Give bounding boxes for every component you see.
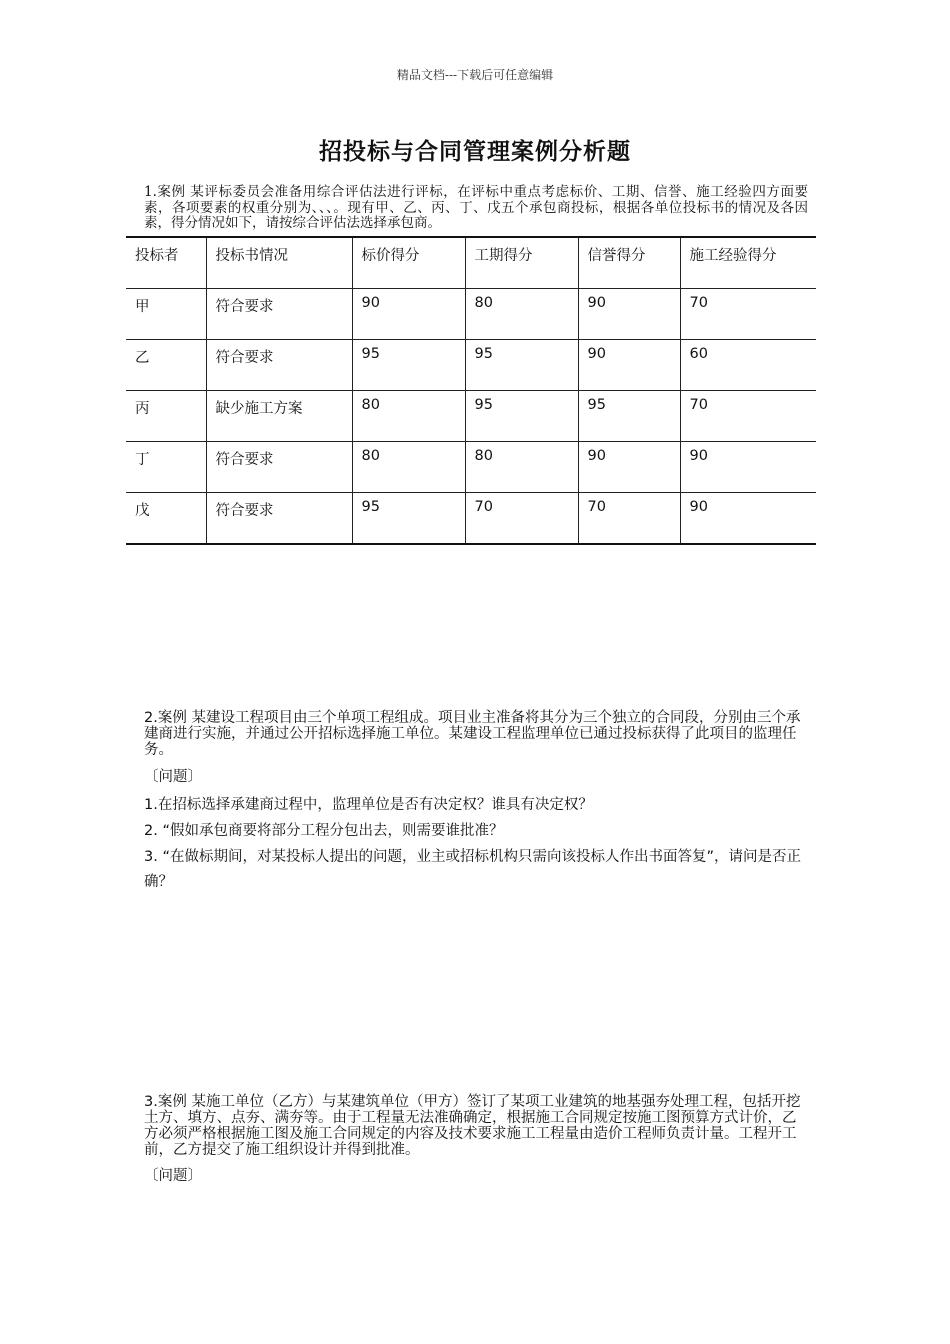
cell-bid-status: 符合要求	[206, 442, 352, 493]
cell-bid-status: 符合要求	[206, 340, 352, 391]
cell-bidder: 乙	[126, 340, 206, 391]
cell-bidder: 戊	[126, 493, 206, 545]
table-row	[126, 442, 816, 493]
cell-bid-status: 缺少施工方案	[206, 391, 352, 442]
cell-duration-score: 95	[465, 391, 578, 442]
table-row	[126, 493, 816, 545]
cell-price-score: 95	[352, 493, 465, 545]
header-price-score: 标价得分	[352, 237, 465, 289]
cell-experience-score: 90	[680, 493, 816, 545]
cell-reputation-score: 90	[578, 289, 680, 340]
page-header-note: 精品文档---下载后可任意编辑	[396, 68, 554, 82]
cell-bidder: 丙	[126, 391, 206, 442]
header-bid-status: 投标书情况	[206, 237, 352, 289]
cell-duration-score: 80	[465, 442, 578, 493]
cell-bidder: 丁	[126, 442, 206, 493]
case1-paragraph: 1.案例 某评标委员会准备用综合评估法进行评标，在评标中重点考虑标价、工期、信誉、施工经验四方面要素，各项要素的权重分别为、、、。现有甲、乙、丙、丁、戊五个承包商投标，根据各单位投标书的情况及各因素，得分情况如下，请按综合评估法选择承包商。	[144, 184, 808, 231]
cell-duration-score: 95	[465, 340, 578, 391]
cell-reputation-score: 90	[578, 442, 680, 493]
case3-questions-label: 〔问题〕	[144, 1168, 202, 1184]
cell-experience-score: 60	[680, 340, 816, 391]
header-reputation-score: 信誉得分	[578, 237, 680, 289]
cell-price-score: 95	[352, 340, 465, 391]
cell-bid-status: 符合要求	[206, 493, 352, 545]
cell-reputation-score: 95	[578, 391, 680, 442]
header-experience-score: 施工经验得分	[680, 237, 816, 289]
cell-reputation-score: 90	[578, 340, 680, 391]
case2-question-1: 1.在招标选择承建商过程中，监理单位是否有决定权？谁具有决定权？	[144, 797, 593, 813]
cell-experience-score: 70	[680, 391, 816, 442]
page-title: 招投标与合同管理案例分析题	[319, 139, 631, 165]
cell-price-score: 80	[352, 442, 465, 493]
case2-questions-label: 〔问题〕	[144, 769, 202, 785]
cell-bid-status: 符合要求	[206, 289, 352, 340]
case2-question-3: 3. “在做标期间，对某投标人提出的问题，业主或招标机构只需向该投标人作出书面答复”，请问是否正确？	[144, 849, 801, 890]
case2-paragraph: 2.案例 某建设工程项目由三个单项工程组成。项目业主准备将其分为三个独立的合同段，分别由三个承建商进行实施，并通过公开招标选择施工单位。某建设工程监理单位已通过投标获得了此项目的监理任务。	[144, 710, 801, 758]
scores-table	[126, 236, 816, 545]
table-row	[126, 391, 816, 442]
cell-price-score: 90	[352, 289, 465, 340]
cell-reputation-score: 70	[578, 493, 680, 545]
cell-bidder: 甲	[126, 289, 206, 340]
case2-question-2: 2. “假如承包商要将部分工程分包出去，则需要谁批准？	[144, 823, 504, 839]
cell-price-score: 80	[352, 391, 465, 442]
cell-experience-score: 90	[680, 442, 816, 493]
cell-duration-score: 80	[465, 289, 578, 340]
cell-experience-score: 70	[680, 289, 816, 340]
table-row	[126, 289, 816, 340]
table-row	[126, 340, 816, 391]
header-duration-score: 工期得分	[465, 237, 578, 289]
cell-duration-score: 70	[465, 493, 578, 545]
table-header-row	[126, 237, 816, 289]
header-bidder: 投标者	[126, 237, 206, 289]
case3-paragraph: 3.案例 某施工单位（乙方）与某建筑单位（甲方）签订了某项工业建筑的地基强夯处理工程，包括开挖土方、填方、点夯、满夯等。由于工程量无法准确确定，根据施工合同规定按施工图预算方式计价，乙方必须严格根据施工图及施工合同规定的内容及技术要求施工工程量由造价工程师负责计量。工程开工前，乙方提交了施工组织设计并得到批准。	[144, 1094, 801, 1158]
